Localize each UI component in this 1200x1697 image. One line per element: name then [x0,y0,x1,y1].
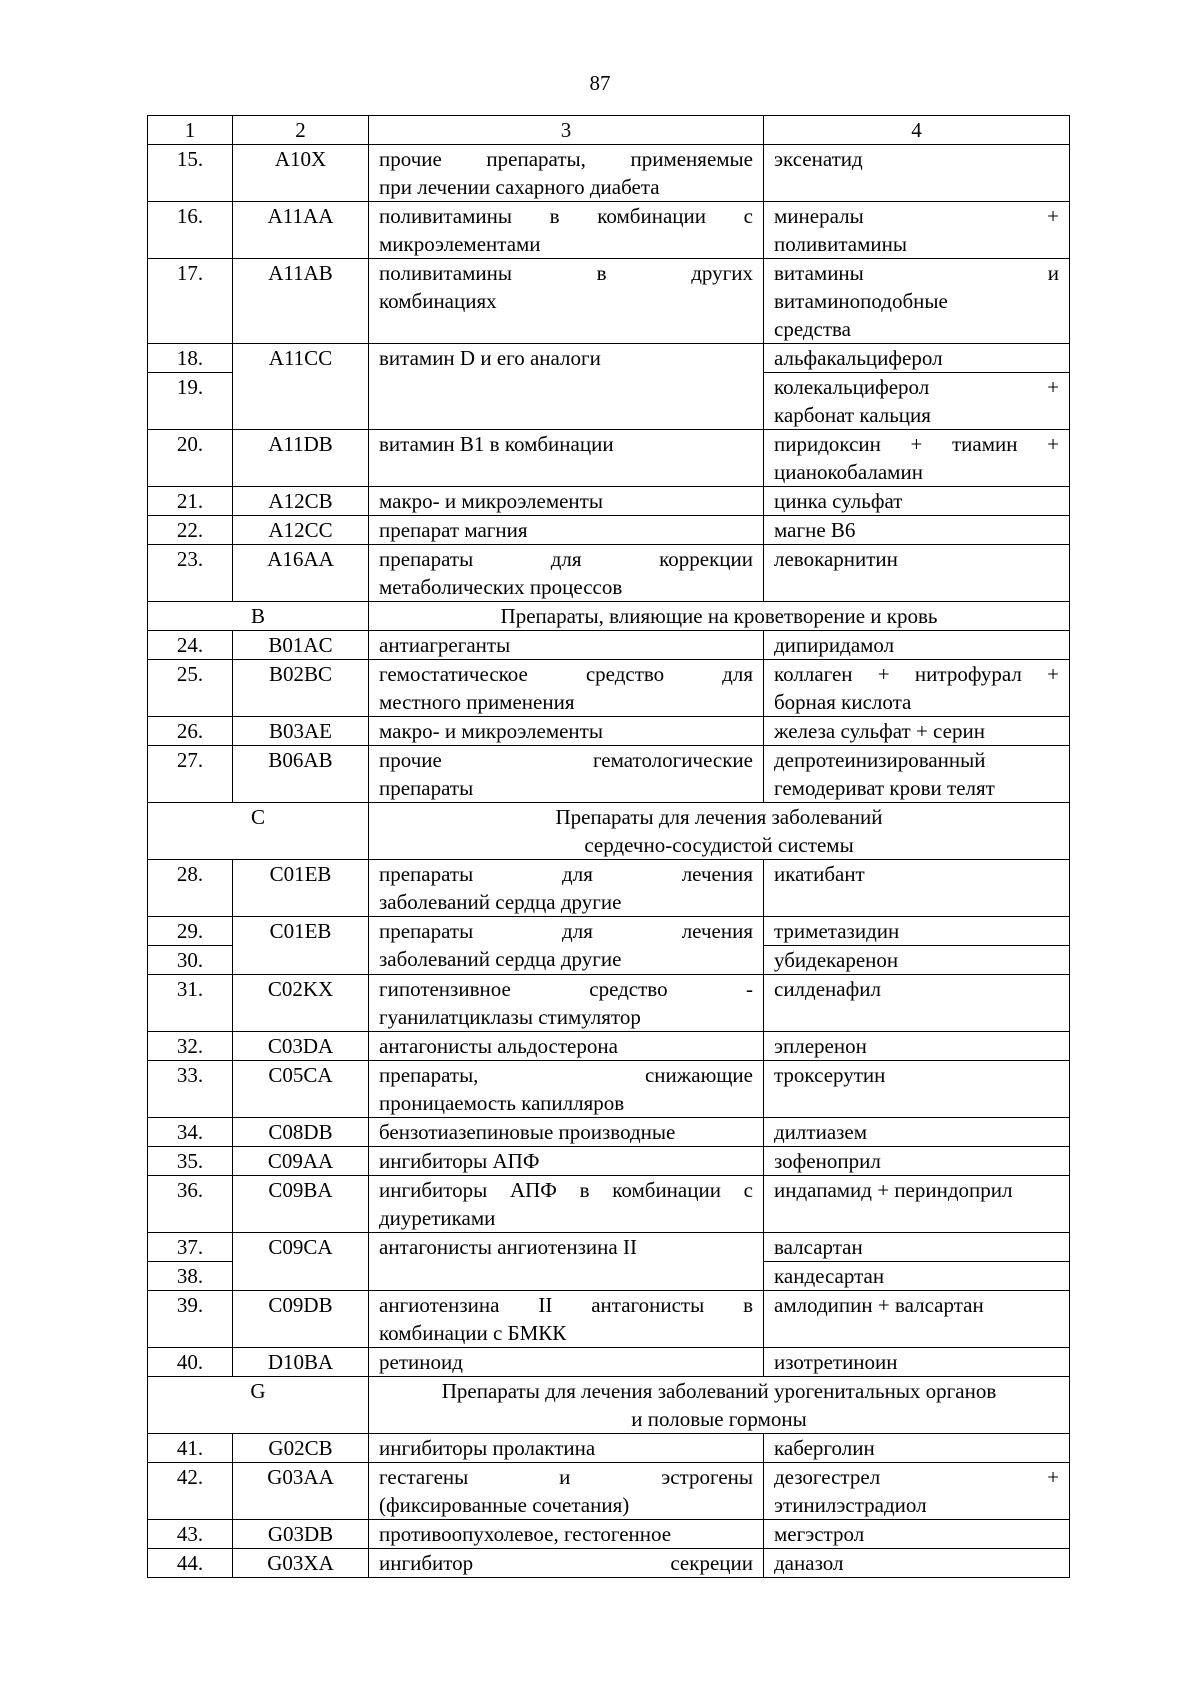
pharm-group-line: гуанилатциклазы стимулятор [379,1005,641,1029]
atc-code: C03DA [233,1032,369,1061]
drug-name-line: мегэстрол [774,1522,865,1546]
pharm-group-line: препараты для лечения [379,862,753,886]
section-row [148,803,1070,860]
table-row [148,917,1070,946]
pharm-group-line: ингибитор секреции [379,1551,753,1575]
row-number: 21. [148,487,233,516]
table-row [148,975,1070,1032]
drug-name [764,1262,1070,1291]
row-number: 36. [148,1176,233,1233]
atc-code: A12CC [233,516,369,545]
section-title-line: сердечно-сосудистой системы [584,833,854,857]
atc-code: B02BC [233,660,369,717]
row-number: 22. [148,516,233,545]
drug-name [764,1434,1070,1463]
drug-name-line: витамины и [774,261,1059,285]
row-number: 16. [148,202,233,259]
section-title [369,602,1070,631]
section-letter: C [148,803,369,860]
pharm-group-line: гестагены и эстрогены [379,1465,753,1489]
pharm-group [369,344,764,430]
row-number: 30. [148,946,233,975]
column-header: 2 [233,116,369,145]
table-row [148,344,1070,373]
row-number: 20. [148,430,233,487]
pharm-group-line: макро- и микроэлементы [379,489,603,513]
drug-table [147,115,1070,1578]
drug-name [764,1147,1070,1176]
pharm-group-line: комбинациях [379,289,497,313]
pharm-group-line: препараты для лечения [379,919,753,943]
pharm-group [369,1520,764,1549]
drug-name-line: дипиридамол [774,633,895,657]
pharm-group [369,1348,764,1377]
pharm-group [369,430,764,487]
table-row [148,259,1070,344]
drug-name [764,660,1070,717]
atc-code: B01AC [233,631,369,660]
drug-name-line: силденафил [774,977,881,1001]
drug-name-line: коллаген + нитрофурал + [774,662,1059,686]
pharm-group [369,1147,764,1176]
pharm-group [369,202,764,259]
drug-name [764,259,1070,344]
drug-name-line: зофеноприл [774,1149,881,1173]
table-row [148,487,1070,516]
atc-code: A11AB [233,259,369,344]
drug-name [764,1520,1070,1549]
table-row [148,430,1070,487]
drug-name-line: гемодериват крови телят [774,776,995,800]
pharm-group-line: бензотиазепиновые производные [379,1120,676,1144]
table-row [148,717,1070,746]
pharm-group [369,1176,764,1233]
drug-name [764,373,1070,430]
pharm-group-line: препарат магния [379,518,528,542]
atc-code: A10X [233,145,369,202]
pharm-group-line: гипотензивное средство - [379,977,753,1001]
drug-name-line: валсартан [774,1235,863,1259]
drug-name-line: карбонат кальция [774,403,931,427]
row-number: 32. [148,1032,233,1061]
pharm-group [369,545,764,602]
pharm-group [369,1118,764,1147]
drug-name-line: убидекаренон [774,948,899,972]
pharm-group-line: ингибиторы АПФ в комбинации с [379,1178,753,1202]
drug-name [764,487,1070,516]
drug-name [764,545,1070,602]
section-title-line: Препараты для лечения заболеваний [555,805,883,829]
row-number: 26. [148,717,233,746]
pharm-group-line: заболеваний сердца другие [379,890,622,914]
drug-name [764,1291,1070,1348]
drug-name-line: эплеренон [774,1034,867,1058]
pharm-group [369,917,764,975]
pharm-group-line: препараты для коррекции [379,547,753,571]
table-row [148,631,1070,660]
drug-name [764,1233,1070,1262]
pharm-group [369,1061,764,1118]
table-row [148,1549,1070,1578]
pharm-group [369,1463,764,1520]
section-title-line: и половые гормоны [631,1407,807,1431]
pharm-group-line: комбинации с БМКК [379,1321,567,1345]
pharm-group-line: витамин D и его аналоги [379,346,601,370]
pharm-group-line: препараты, снижающие [379,1063,753,1087]
atc-code: A16AA [233,545,369,602]
atc-code: C09BA [233,1176,369,1233]
drug-name-line: борная кислота [774,690,912,714]
drug-name [764,1032,1070,1061]
row-number: 39. [148,1291,233,1348]
drug-name [764,1348,1070,1377]
pharm-group-line: диуретиками [379,1206,496,1230]
drug-name-line: цианокобаламин [774,460,923,484]
drug-name [764,917,1070,946]
pharm-group-line: противоопухолевое, гестогенное [379,1522,672,1546]
column-header: 1 [148,116,233,145]
atc-code: B03AE [233,717,369,746]
row-number: 33. [148,1061,233,1118]
row-number: 40. [148,1348,233,1377]
pharm-group [369,717,764,746]
drug-name [764,631,1070,660]
row-number: 28. [148,860,233,917]
row-number: 29. [148,917,233,946]
column-header: 4 [764,116,1070,145]
pharm-group-line: прочие гематологические [379,748,753,772]
atc-code: C01EB [233,917,369,975]
table-row [148,202,1070,259]
drug-name-line: этинилэстрадиол [774,1493,927,1517]
atc-code: C05CA [233,1061,369,1118]
drug-name [764,717,1070,746]
drug-name-line: пиридоксин + тиамин + [774,432,1059,456]
drug-name-line: железа сульфат + серин [774,719,985,743]
drug-name-line: даназол [774,1551,844,1575]
section-title [369,803,1070,860]
pharm-group-line: гемостатическое средство для [379,662,753,686]
atc-code: C02KX [233,975,369,1032]
pharm-group [369,660,764,717]
drug-name-line: депротеинизированный [774,748,986,772]
drug-name-line: кандесартан [774,1264,885,1288]
pharm-group [369,516,764,545]
pharm-group-line: при лечении сахарного диабета [379,175,660,199]
drug-name-line: каберголин [774,1436,875,1460]
row-number: 37. [148,1233,233,1262]
table-row [148,145,1070,202]
drug-name-line: амлодипин + валсартан [774,1293,984,1317]
row-number: 44. [148,1549,233,1578]
column-header: 3 [369,116,764,145]
row-number: 27. [148,746,233,803]
pharm-group-line: метаболических процессов [379,575,623,599]
drug-name-line: левокарнитин [774,547,898,571]
pharm-group [369,631,764,660]
row-number: 42. [148,1463,233,1520]
atc-code: A11AA [233,202,369,259]
row-number: 23. [148,545,233,602]
section-title-line: Препараты, влияющие на кроветворение и кровь [500,604,938,628]
pharm-group [369,975,764,1032]
pharm-group-line: антагонисты ангиотензина II [379,1235,637,1259]
table-row [148,1291,1070,1348]
drug-name [764,1463,1070,1520]
pharm-group-line: поливитамины в комбинации с [379,204,753,228]
table-row [148,746,1070,803]
drug-name [764,946,1070,975]
pharm-group [369,746,764,803]
pharm-group-line: антагонисты альдостерона [379,1034,618,1058]
drug-name-line: икатибант [774,862,865,886]
drug-name [764,1061,1070,1118]
section-row [148,602,1070,631]
pharm-group-line: прочие препараты, применяемые [379,147,753,171]
drug-name [764,1549,1070,1578]
row-number: 41. [148,1434,233,1463]
row-number: 19. [148,373,233,430]
pharm-group-line: поливитамины в других [379,261,753,285]
section-row [148,1377,1070,1434]
drug-name-line: триметазидин [774,919,900,943]
pharm-group [369,1291,764,1348]
row-number: 24. [148,631,233,660]
atc-code: B06AB [233,746,369,803]
section-title [369,1377,1070,1434]
pharm-group [369,860,764,917]
table-row [148,1118,1070,1147]
table-row [148,660,1070,717]
section-letter: B [148,602,369,631]
pharm-group-line: ингибиторы пролактина [379,1436,596,1460]
pharm-group [369,1032,764,1061]
drug-name [764,516,1070,545]
table-row [148,1061,1070,1118]
table-row [148,1032,1070,1061]
drug-name-line: средства [774,317,852,341]
drug-name-line: дилтиазем [774,1120,868,1144]
pharm-group-line: проницаемость капилляров [379,1091,625,1115]
pharm-group-line: ретиноид [379,1350,463,1374]
table-row [148,1233,1070,1262]
drug-name [764,202,1070,259]
atc-code: A12CB [233,487,369,516]
pharm-group-line: местного применения [379,690,575,714]
drug-name-line: колекальциферол + [774,375,1059,399]
pharm-group-line: макро- и микроэлементы [379,719,603,743]
section-title-line: Препараты для лечения заболеваний урогенитальных органов [441,1379,997,1403]
drug-name [764,746,1070,803]
pharm-group [369,1233,764,1291]
pharm-group-line: антиагреганты [379,633,511,657]
drug-name-line: дезогестрел + [774,1465,1059,1489]
table-row [148,1520,1070,1549]
pharm-group [369,487,764,516]
drug-name-line: троксерутин [774,1063,886,1087]
page-number: 87 [589,71,611,95]
drug-name-line: изотретиноин [774,1350,898,1374]
drug-name [764,1176,1070,1233]
drug-name-line: витаминоподобные [774,289,948,313]
drug-name [764,430,1070,487]
table-row [148,1147,1070,1176]
pharm-group [369,1549,764,1578]
pharm-group-line: ангиотензина II антагонисты в [379,1293,753,1317]
atc-code: G03DB [233,1520,369,1549]
drug-name [764,145,1070,202]
drug-name-line: альфакальциферол [774,346,943,370]
atc-code: G02CB [233,1434,369,1463]
row-number: 34. [148,1118,233,1147]
atc-code: G03XA [233,1549,369,1578]
table-row [148,516,1070,545]
atc-code: C09AA [233,1147,369,1176]
table-row [148,1463,1070,1520]
row-number: 35. [148,1147,233,1176]
drug-name [764,344,1070,373]
table-row [148,1176,1070,1233]
drug-name [764,975,1070,1032]
atc-code: A11CC [233,344,369,430]
drug-name [764,1118,1070,1147]
section-letter: G [148,1377,369,1434]
drug-table-body [148,116,1070,1578]
atc-code: D10BA [233,1348,369,1377]
drug-name [764,860,1070,917]
pharm-group [369,1434,764,1463]
pharm-group-line: препараты [379,776,474,800]
drug-name-line: поливитамины [774,232,907,256]
pharm-group-line: заболеваний сердца другие [379,947,622,971]
row-number: 15. [148,145,233,202]
pharm-group-line: микроэлементами [379,232,541,256]
atc-code: G03AA [233,1463,369,1520]
atc-code: C01EB [233,860,369,917]
atc-code: A11DB [233,430,369,487]
atc-code: C08DB [233,1118,369,1147]
row-number: 17. [148,259,233,344]
table-row [148,860,1070,917]
drug-name-line: индапамид + периндоприл [774,1178,1013,1202]
drug-name-line: минералы + [774,204,1059,228]
pharm-group-line: витамин B1 в комбинации [379,432,614,456]
table-header-row [148,116,1070,145]
table-row [148,1348,1070,1377]
row-number: 38. [148,1262,233,1291]
atc-code: C09DB [233,1291,369,1348]
table-row [148,1434,1070,1463]
drug-name-line: магне B6 [774,518,856,542]
row-number: 43. [148,1520,233,1549]
row-number: 25. [148,660,233,717]
table-row [148,545,1070,602]
pharm-group [369,145,764,202]
drug-name-line: цинка сульфат [774,489,903,513]
pharm-group-line: ингибиторы АПФ [379,1149,540,1173]
drug-name-line: эксенатид [774,147,863,171]
row-number: 31. [148,975,233,1032]
atc-code: C09CA [233,1233,369,1291]
row-number: 18. [148,344,233,373]
pharm-group [369,259,764,344]
pharm-group-line: (фиксированные сочетания) [379,1493,630,1517]
